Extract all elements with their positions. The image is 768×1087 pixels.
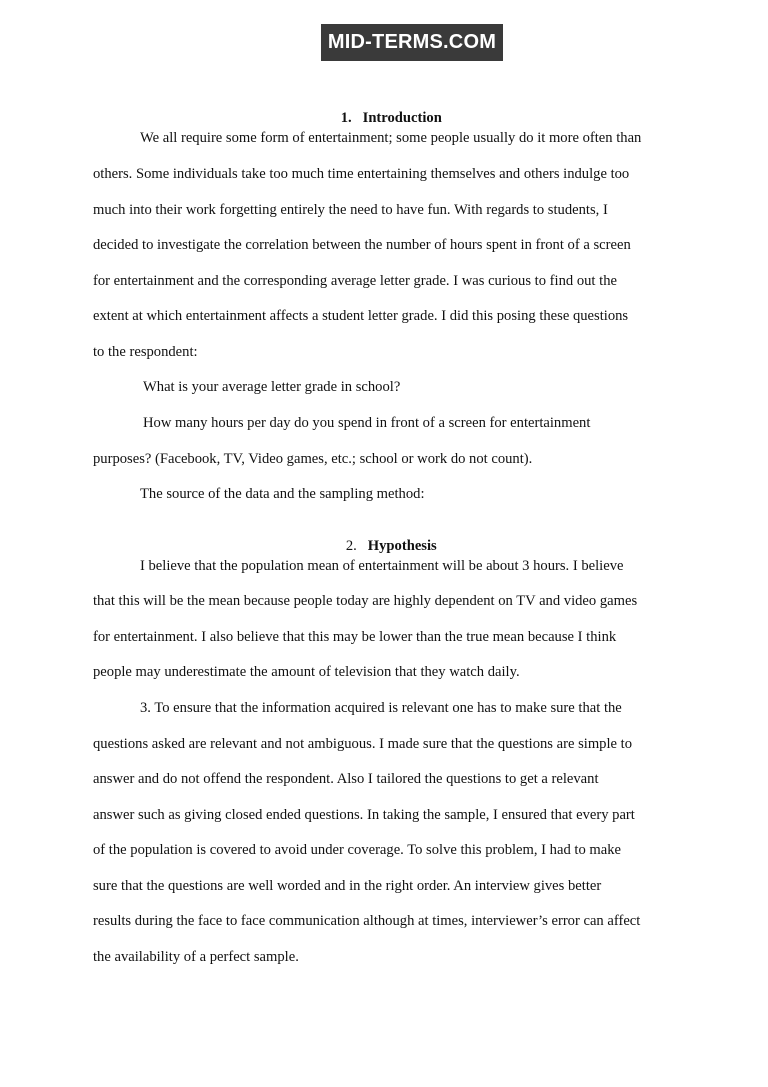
question-line: How many hours per day do you spend in front of a screen for entertainment <box>143 415 591 431</box>
site-logo: MID-TERMS.COM <box>321 24 503 61</box>
paragraph-line: answer such as giving closed ended questions. In taking the sample, I ensured that every part <box>93 807 635 823</box>
paragraph-line: the availability of a perfect sample. <box>93 949 299 965</box>
paragraph-line: 3. To ensure that the information acquired is relevant one has to make sure that the <box>140 700 622 716</box>
section-title: Introduction <box>362 110 442 126</box>
section-number: 2. <box>345 538 357 554</box>
paragraph-line: I believe that the population mean of entertainment will be about 3 hours. I believe <box>140 558 624 574</box>
question-line: What is your average letter grade in school? <box>143 379 401 395</box>
paragraph-line: others. Some individuals take too much time entertaining themselves and others indulge too <box>93 166 630 182</box>
paragraph-line: of the population is covered to avoid under coverage. To solve this problem, I had to make <box>93 842 621 858</box>
paragraph-line: The source of the data and the sampling method: <box>140 486 425 502</box>
paragraph-line: extent at which entertainment affects a student letter grade. I did this posing these questions <box>93 308 629 324</box>
paragraph-line: We all require some form of entertainment; some people usually do it more often than <box>140 130 642 146</box>
paragraph-line: people may underestimate the amount of television that they watch daily. <box>93 664 520 680</box>
paragraph-line: to the respondent: <box>93 344 198 360</box>
paragraph-line: that this will be the mean because people today are highly dependent on TV and video games <box>93 593 638 609</box>
paragraph-line: much into their work forgetting entirely the need to have fun. With regards to students, I <box>93 202 608 218</box>
section-number: 1. <box>340 110 352 126</box>
paragraph-line: for entertainment and the corresponding average letter grade. I was curious to find out the <box>93 273 617 289</box>
section-title: Hypothesis <box>367 538 437 554</box>
paragraph-line: sure that the questions are well worded and in the right order. An interview gives better <box>93 878 602 894</box>
paragraph-line: questions asked are relevant and not ambiguous. I made sure that the questions are simple to <box>93 736 633 752</box>
paragraph-line: results during the face to face communication although at times, interviewer’s error can affect <box>93 913 641 929</box>
paragraph-line: for entertainment. I also believe that this may be lower than the true mean because I think <box>93 629 617 645</box>
question-line: purposes? (Facebook, TV, Video games, etc.; school or work do not count). <box>93 451 533 467</box>
paragraph-line: answer and do not offend the respondent. Also I tailored the questions to get a relevant <box>93 771 599 787</box>
paragraph-line: decided to investigate the correlation between the number of hours spent in front of a screen <box>93 237 631 253</box>
